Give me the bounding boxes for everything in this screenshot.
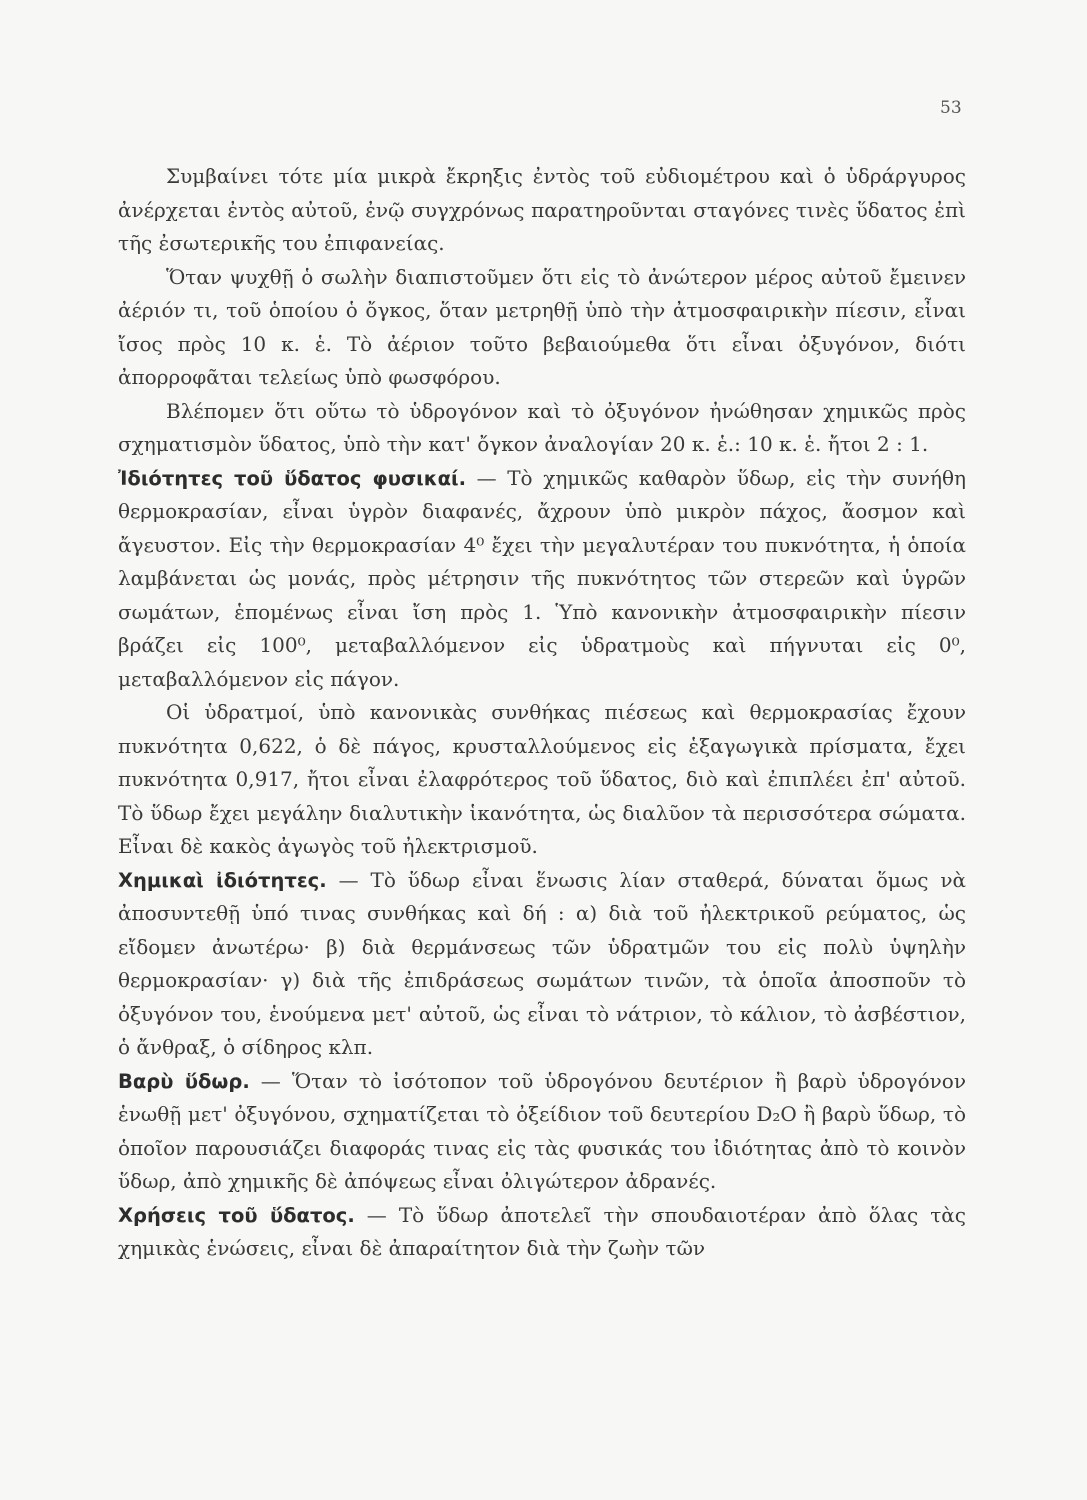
- paragraph-text: — Τὸ ὕδωρ ἀποτελεῖ τὴν σπουδαιοτέραν ἀπὸ ὅλας τὰς χημικὰς ἑνώσεις, εἶναι δὲ ἀπαραίτητον διὰ τὴν ζωὴν τῶν: [118, 1202, 966, 1260]
- section-heading-uses-of-water: Χρήσεις τοῦ ὕδατος.: [118, 1203, 355, 1227]
- paragraph-uses-of-water: [118, 1199, 966, 1266]
- paragraph-text: — Τὸ χημικῶς καθαρὸν ὕδωρ, εἰς τὴν συνήθη θερμοκρασίαν, εἶναι ὑγρὸν διαφανές, ἄχρουν ὑπὸ μικρὸν πάχος, ἄοσμον καὶ ἄγευστον. Εἰς τὴν θερμοκρασίαν 4⁰ ἔχει τὴν μεγαλυτέραν του πυκνότητα, ἡ ὁποία λαμβάνεται ὡς μονάς, πρὸς μέτρησιν τῆς πυκνότητος τῶν στερεῶν καὶ ὑγρῶν σωμάτων, ἑπομένως εἶναι ἴση πρὸς 1. Ὑπὸ κανονικὴν ἀτμοσφαιρικὴν πίεσιν βράζει εἰς 100⁰, μεταβαλλόμενον εἰς ὑδρατμοὺς καὶ πήγνυται εἰς 0⁰, μεταβαλλόμενον εἰς πάγον.: [118, 465, 966, 691]
- section-heading-physical-properties: Ἰδιότητες τοῦ ὕδατος φυσικαί.: [118, 466, 466, 490]
- section-heading-heavy-water: Βαρὺ ὕδωρ.: [118, 1069, 250, 1093]
- paragraph-text: — Ὅταν τὸ ἰσότοπον τοῦ ὑδρογόνου δευτέριον ἢ βαρὺ ὑδρογόνον ἑνωθῇ μετ' ὀξυγόνου, σχηματίζεται τὸ ὀξείδιον τοῦ δευτερίου D₂O ἢ βαρὺ ὕδωρ, τὸ ὁποῖον παρουσιάζει διαφοράς τινας εἰς τὰς φυσικάς του ἰδιότητας ἀπὸ τὸ κοινὸν ὕδωρ, ἀπὸ χημικῆς δὲ ἀπόψεως εἶναι ὀλιγώτερον ἀδρανές.: [118, 1068, 966, 1193]
- section-heading-chemical-properties: Χημικαὶ ἰδιότητες.: [118, 868, 327, 892]
- paragraph-text: — Τὸ ὕδωρ εἶναι ἕνωσις λίαν σταθερά, δύναται ὅμως νὰ ἀποσυντεθῇ ὑπό τινας συνθήκας καὶ δή : α) διὰ τοῦ ἠλεκτρικοῦ ρεύματος, ὡς εἴδομεν ἀνωτέρω· β) διὰ θερμάνσεως τῶν ὑδρατμῶν του εἰς πολὺ ὑψηλὴν θερμοκρασίαν· γ) διὰ τῆς ἐπιδράσεως σωμάτων τινῶν, τὰ ὁποῖα ἀποσποῦν τὸ ὀξυγόνον του, ἑνούμενα μετ' αὐτοῦ, ὡς εἶναι τὸ νάτριον, τὸ κάλιον, τὸ ἀσβέστιον, ὁ ἄνθραξ, ὁ σίδηρος κλπ.: [118, 867, 966, 1059]
- paragraph-heavy-water: [118, 1065, 966, 1199]
- paragraph-eudiometer-explosion: Συμβαίνει τότε μία μικρὰ ἔκρηξις ἐντὸς τοῦ εὐδιομέτρου καὶ ὁ ὑδράργυρος ἀνέρχεται ἐντὸς αὐτοῦ, ἐνῷ συγχρόνως παρατηροῦνται σταγόνες τινὲς ὕδατος ἐπὶ τῆς ἐσωτερικῆς του ἐπιφανείας.: [118, 164, 966, 255]
- paragraph-volume-ratio: Βλέπομεν ὅτι οὕτω τὸ ὑδρογόνον καὶ τὸ ὀξυγόνον ἠνώθησαν χημικῶς πρὸς σχηματισμὸν ὕδατος, ὑπὸ τὴν κατ' ὄγκον ἀναλογίαν 20 κ. ἑ.: 10 κ. ἑ. ἤτοι 2 : 1.: [118, 398, 966, 456]
- page-number: 53: [940, 98, 962, 118]
- paragraph-physical-properties: [118, 462, 966, 697]
- body-text: [118, 160, 966, 1266]
- paragraph-chemical-properties: [118, 864, 966, 1065]
- paragraph-vapor-ice-density: Οἱ ὑδρατμοί, ὑπὸ κανονικὰς συνθήκας πιέσεως καὶ θερμοκρασίας ἔχουν πυκνότητα 0,622, ὁ δὲ πάγος, κρυσταλλούμενος εἰς ἑξαγωγικὰ πρίσματα, ἔχει πυκνότητα 0,917, ἤτοι εἶναι ἐλαφρότερος τοῦ ὕδατος, διὸ καὶ ἐπιπλέει ἐπ' αὐτοῦ. Τὸ ὕδωρ ἔχει μεγάλην διαλυτικὴν ἱκανότητα, ὡς διαλῦον τὰ περισσότερα σώματα. Εἶναι δὲ κακὸς ἀγωγὸς τοῦ ἠλεκτρισμοῦ.: [118, 700, 966, 858]
- paragraph-oxygen-remains: Ὅταν ψυχθῇ ὁ σωλὴν διαπιστοῦμεν ὅτι εἰς τὸ ἀνώτερον μέρος αὐτοῦ ἔμεινεν ἀέριόν τι, τοῦ ὁποίου ὁ ὄγκος, ὅταν μετρηθῇ ὑπὸ τὴν ἀτμοσφαιρικὴν πίεσιν, εἶναι ἴσος πρὸς 10 κ. ἑ. Τὸ ἀέριον τοῦτο βεβαιούμεθα ὅτι εἶναι ὀξυγόνον, διότι ἀπορροφᾶται τελείως ὑπὸ φωσφόρου.: [118, 264, 966, 389]
